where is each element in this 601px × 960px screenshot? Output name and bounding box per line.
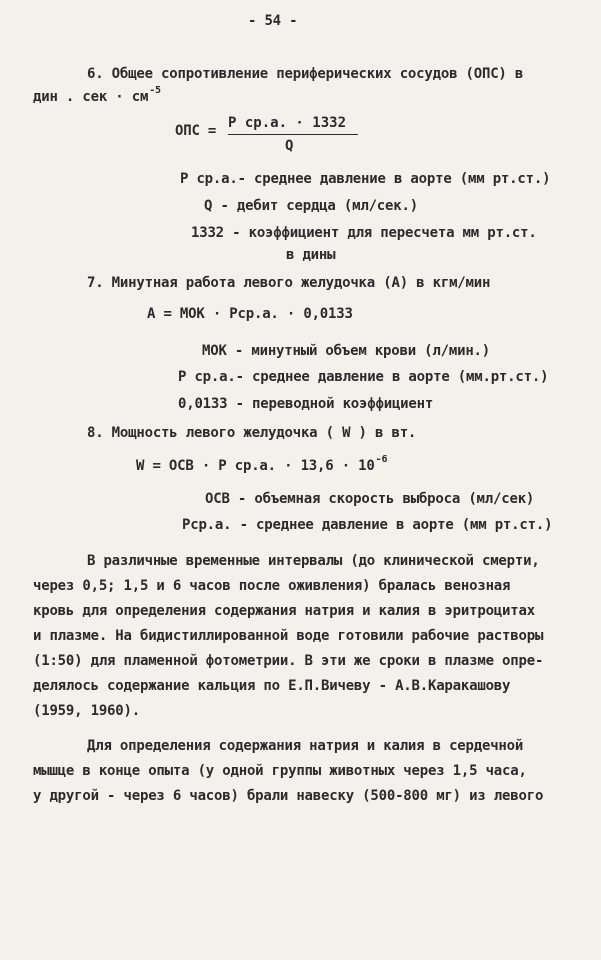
item8-heading: 8. Мощность левого желудочка ( W ) в вт. (87, 425, 417, 441)
item6-definition-coef-cont: в дины (286, 247, 336, 263)
paragraph1-line: через 0,5; 1,5 и 6 часов после оживления) бралась венозная (33, 578, 511, 594)
item6-units-exponent: -5 (149, 85, 161, 96)
item7-definition-coef: 0,0133 - переводной коэффициент (178, 396, 434, 412)
item8-definition-pressure: Рср.а. - среднее давление в аорте (мм рт.ст.) (182, 517, 553, 533)
item6-fraction-bar (228, 134, 358, 135)
item7-definition-pressure: Р ср.а.- среднее давление в аорте (мм.рт.ст.) (178, 369, 549, 385)
paragraph1-line: делялось содержание кальция по Е.П.Вичеву - А.В.Каракашову (33, 678, 511, 694)
page-number: - 54 - (248, 13, 298, 29)
item6-units-text: дин . сек · см (33, 89, 149, 105)
item8-formula (136, 454, 388, 477)
item6-heading: 6. Общее сопротивление периферических сосудов (ОПС) в (87, 66, 524, 82)
item7-definition-mok: МОК - минутный объем крови (л/мин.) (202, 343, 491, 359)
paragraph1-line: (1:50) для пламенной фотометрии. В эти же сроки в плазме опре- (33, 653, 544, 669)
item7-formula: А = МОК · Рср.а. · 0,0133 (147, 306, 353, 322)
item6-definition-pressure: P ср.а.- среднее давление в аорте (мм рт.ст.) (180, 171, 551, 187)
paragraph1-line: кровь для определения содержания натрия и калия в эритроцитах (33, 603, 535, 619)
item6-units (33, 85, 161, 108)
item7-heading: 7. Минутная работа левого желудочка (А) в кгм/мин (87, 275, 491, 291)
paragraph2-line: Для определения содержания натрия и калия в сердечной (87, 738, 524, 754)
item8-formula-exponent: -6 (375, 454, 388, 465)
paragraph1-line: (1959, 1960). (33, 703, 140, 719)
item6-definition-coef: 1332 - коэффициент для пересчета мм рт.ст. (191, 225, 537, 241)
item6-definition-q: Q - дебит сердца (мл/сек.) (204, 198, 418, 214)
item8-formula-text: W = ОСВ · Р ср.а. · 13,6 · 10 (136, 458, 375, 474)
item6-formula-denominator: Q (285, 138, 294, 154)
item8-definition-osv: ОСВ - объемная скорость выброса (мл/сек) (205, 491, 535, 507)
item6-formula-lhs: ОПС = (175, 123, 217, 139)
paragraph1-line: В различные временные интервалы (до клинической смерти, (87, 553, 540, 569)
paragraph1-line: и плазме. На бидистиллированной воде готовили рабочие растворы (33, 628, 544, 644)
item6-formula-numerator: P ср.а. · 1332 (228, 115, 347, 131)
paragraph2-line: у другой - через 6 часов) брали навеску (500-800 мг) из левого (33, 788, 544, 804)
paragraph2-line: мышце в конце опыта (у одной группы животных через 1,5 часа, (33, 763, 527, 779)
